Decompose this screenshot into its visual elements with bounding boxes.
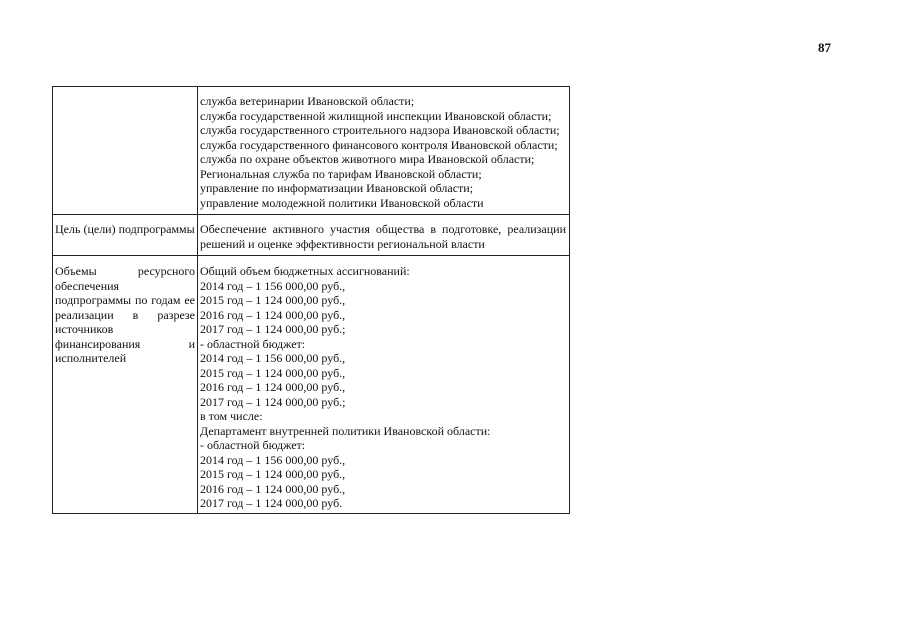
funding-line: 2014 год – 1 156 000,00 руб., xyxy=(200,452,346,467)
funding-line: 2015 год – 1 124 000,00 руб., xyxy=(200,293,346,307)
funding-line: 2017 год – 1 124 000,00 руб.; xyxy=(200,394,346,409)
funding-line: 2014 год – 1 156 000,00 руб., xyxy=(200,278,346,293)
table-row-funding xyxy=(53,256,570,514)
funding-line: 2017 год – 1 124 000,00 руб.; xyxy=(200,322,346,336)
funding-line: Департамент внутренней политики Ивановской области: xyxy=(200,423,491,438)
table-row-executors xyxy=(53,87,570,215)
table-row-goal xyxy=(53,215,570,256)
funding-line: 2016 год – 1 124 000,00 руб., xyxy=(200,307,346,322)
executors-label-cell xyxy=(53,87,198,215)
executors-list-cell xyxy=(198,87,570,215)
list-item: Региональная служба по тарифам Ивановской области; xyxy=(200,166,482,181)
funding-line: 2016 год – 1 124 000,00 руб., xyxy=(200,380,346,394)
funding-line: 2016 год – 1 124 000,00 руб., xyxy=(200,481,346,496)
funding-line: 2015 год – 1 124 000,00 руб., xyxy=(200,365,346,380)
page-number: 87 xyxy=(818,40,831,55)
goal-text: Обеспечение активного участия общества в подготовке, реализации решений и оценке эффективности региональной власти xyxy=(198,215,570,256)
list-item: служба государственной жилищной инспекции Ивановской области; xyxy=(200,108,552,123)
funding-label: Объемы ресурсного обеспечения подпрограммы по годам ее реализации в разрезе источников финансирования и исполнителей xyxy=(53,256,198,514)
funding-line: в том числе: xyxy=(200,409,263,423)
funding-line: 2014 год – 1 156 000,00 руб., xyxy=(200,351,346,365)
program-passport-table xyxy=(52,86,570,514)
list-item: служба государственного финансового контроля Ивановской области; xyxy=(200,137,558,152)
funding-line: - областной бюджет: xyxy=(200,438,306,452)
funding-line: 2017 год – 1 124 000,00 руб. xyxy=(200,496,343,510)
funding-line: 2015 год – 1 124 000,00 руб., xyxy=(200,467,346,481)
funding-line: Общий объем бюджетных ассигнований: xyxy=(200,264,410,278)
funding-details-cell xyxy=(198,256,570,514)
list-item: управление молодежной политики Ивановской области xyxy=(200,195,484,210)
goal-label: Цель (цели) подпрограммы xyxy=(53,215,198,256)
list-item: служба ветеринарии Ивановской области; xyxy=(200,94,415,108)
funding-line: - областной бюджет: xyxy=(200,336,306,351)
list-item: служба по охране объектов животного мира Ивановской области; xyxy=(200,152,535,166)
list-item: управление по информатизации Ивановской области; xyxy=(200,181,474,195)
list-item: служба государственного строительного надзора Ивановской области; xyxy=(200,123,560,137)
